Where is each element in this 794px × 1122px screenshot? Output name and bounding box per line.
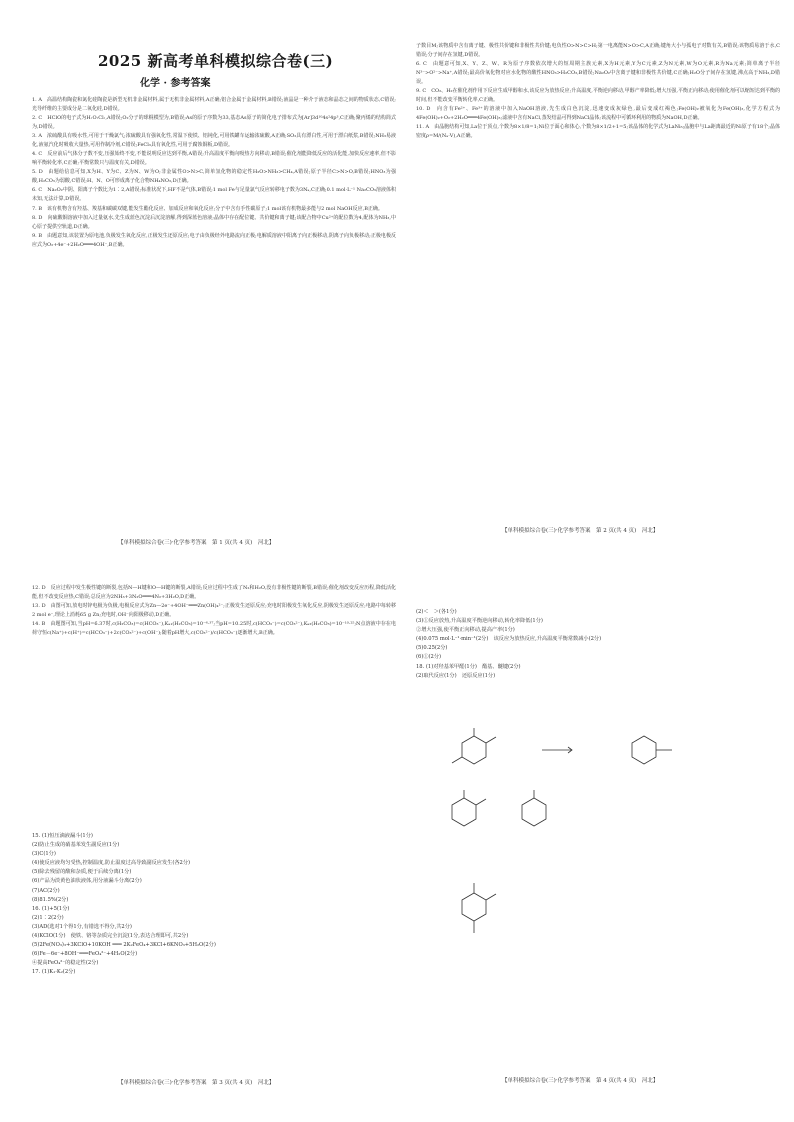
answer-line: (2)防止生成的硝基苯发生副反应(1分) [32,842,120,849]
answer-paragraph: 10. D 向含有Fe²⁺、Fe³⁺的溶液中加入NaOH溶液,先生成白色沉淀,迅速变成灰绿色,最后变成红褐色;Fe(OH)₂被氧化为Fe(OH)₃,化学方程式为4Fe(OH)₂+O₂+2H₂O═══4Fe(OH)₃;滤液中含有NaCl,蒸发结晶可得到NaCl晶体;该流程中可循环利用的物质为NaOH,D正确。 [416,106,780,121]
answer-line: (3)AD(选对1个得1分,有错选不得分,共2分) [32,923,132,930]
answer-paragraph: 4. C 反应前后气体分子数不变,压强始终不变,不能说明反应达到平衡,A错误;升高温度平衡向吸热方向移动,B错误;催化剂能降低反应的活化能,加快反应速率,但不影响平衡转化率,C正确;平衡常数只与温度有关,D错误。 [32,151,396,167]
page-3 [28,578,400,1092]
page-4 [412,578,782,1092]
answer-paragraph: 9. C CO₂、H₂在催化剂作用下反应生成甲醇和水,该反应为放热反应;升高温度,平衡逆向移动,甲醇产率降低;增大压强,平衡正向移动;使用催化剂可以缩短达到平衡的时间,但不能改变平衡转化率,C正确。 [416,87,780,103]
answer-block [416,42,780,141]
answer-line: 17. (1)K₁·K₂(2分) [32,969,76,976]
answer-list [32,832,392,978]
answer-paragraph: 7. B 该有机物含有羟基、羧基和碳碳双键,能发生酯化反应、加成反应和氧化反应;分子中含有手性碳原子;1 mol该有机物最多能与2 mol NaOH反应,B正确。 [32,205,383,212]
answer-paragraph: 5. D 由题给信息可知,X为H、Y为C、Z为N、W为O;非金属性O>N>C,简单氢化物的稳定性H₂O>NH₃>CH₄,A错误;原子半径C>N>O,B错误;HNO₃为强酸,H₂CO₃为弱酸,C错误;H、N、O可形成离子化合物NH₄NO₃,D正确。 [32,169,396,185]
answer-paragraph: 13. D 由图可知,放电时锌电极为负极,电极反应式为Zn—2e⁻+4OH⁻═══Zn(OH)₄²⁻;正极发生还原反应;充电时阳极发生氧化反应,阴极发生还原反应;电路中每转移2 mol e⁻,理论上消耗65 g Zn;充电时,OH⁻向阳极移动,D正确。 [32,603,396,618]
answer-line: (4)KClO(1分) 使铁、铬等杂质完全沉淀(1分,表达合理即可,共2分) [32,933,189,940]
page-footer: 【单科模拟综合卷(三)·化学参考答案 第 4 页(共 4 页) 河北】 [502,1078,659,1084]
answer-paragraph: 子数目M;该物质中含有离子键、极性共价键和非极性共价键;电负性O>N>C>H;第一电离能N>O>C,A正确;键角大小与孤电子对数有关,B错误;该物质易溶于水,C错误;分子间存在氢键,D错误。 [416,43,780,58]
reaction-equation-figure [432,728,762,788]
answer-line: (6)Fe－6e⁻+8OH⁻═══FeO₄²⁻+4H₂O(2分) [32,951,138,958]
answer-line: (3)①反应放热,升高温度平衡逆向移动,转化率降低(1分) [416,618,543,625]
answer-line: (2)＜ ＞(各1分) [416,609,457,615]
answer-list [416,608,776,681]
answer-line: (5)除去残留的酸和杂质,便于后续分离(1分) [32,869,132,876]
answer-paragraph: 12. D 反应过程中发生极性键的断裂,包括N—H键和O—H键的断裂,A错误;反应过程中生成了N₂和H₂O,没有非极性键的断裂,B错误;催化剂改变反应历程,降低活化能,但不改变反应热,C错误;总反应为2NH₃+3N₂O═══4N₂+3H₂O,D正确。 [32,585,396,600]
answer-line: 18. (1)对羟基苯甲醛(1分) 酯基、醚键(2分) [416,663,521,670]
answer-line: (2)取代反应(1分) 还原反应(1分) [416,672,496,679]
structure-figure [432,878,552,948]
page-footer: 【单科模拟综合卷(三)·化学参考答案 第 1 页(共 4 页) 河北】 [118,540,275,546]
page-2 [412,40,782,550]
answer-paragraph: 6. C 由题意可知,X、Y、Z、W、R为原子序数依次增大的短周期主族元素,X为H元素,Y为C元素,Z为N元素,W为O元素,R为Na元素;简单离子半径N³⁻>O²⁻>Na⁺,A错误;最高价氧化物对应水化物的酸性HNO₃>H₂CO₃,B错误;Na₂O₂中含离子键和非极性共价键,C正确;H₂O分子间存在氢键,沸点高于NH₃,D错误。 [416,61,780,85]
answer-line: (6)①(2分) [416,654,442,661]
answer-line: (5)2Fe(NO₃)₃+3KClO+10KOH ═══ 2K₂FeO₄+3KCl+6KNO₃+5H₂O(2分) [32,942,216,949]
answer-block [32,584,396,638]
answer-line: (4)0.075 mol·L⁻¹·min⁻¹(2分) 该反应为放热反应,升高温度平衡常数减小(2分) [416,636,602,643]
answer-paragraph: 3. A 浓硫酸具有吸水性,可用于干燥氯气;浓硫酸具有强氧化性,常温下使铁、铝钝化,可用铁罐车运输浓硫酸,A正确;SO₂具有漂白性,可用于漂白纸浆,B错误;NH₃易液化,液氨汽化时吸收大量热,可用作制冷剂,C错误;FeCl₃具有氧化性,可用于腐蚀铜板,D错误。 [32,133,396,148]
answer-paragraph: 8. D 向硫酸铜溶液中加入过量氨水,先生成蓝色沉淀后沉淀溶解,得到深蓝色溶液;晶体中存在配位键、共价键和离子键;该配合物中Cu²⁺的配位数为4,配体为NH₃,中心原子提供空轨道,D正确。 [32,214,396,230]
page-footer: 【单科模拟综合卷(三)·化学参考答案 第 2 页(共 4 页) 河北】 [502,528,659,534]
answer-line: (8)81.5%(2分) [32,896,69,903]
answer-paragraph: 6. C Na₂O₂中阴、阳离子个数比为1∶2,A错误;标准状况下,HF不是气体,B错误;1 mol Fe与足量氯气反应转移电子数为3Nₐ,C正确;0.1 mol·L⁻¹ Na₂CO₃溶液体积未知,无法计算,D错误。 [32,187,396,203]
answer-paragraph: 1. A 高温结构陶瓷和氮化硅陶瓷是新型无机非金属材料,属于无机非金属材料,A正确;铝合金属于金属材料,B错误;液晶是一种介于液态和晶态之间的物质状态,C错误;光导纤维的主要成分是二氧化硅,D错误。 [32,97,396,112]
answer-line: ②增大压强,使平衡正向移动,提高产率(1分) [416,627,515,634]
answer-line: (2)1∶2(2分) [32,914,64,921]
answer-block [32,96,396,250]
page-subtitle: 化学 · 参考答案 [140,78,211,89]
answer-paragraph: 2. C HClO的电子式为H:O:Cl:,A错误;O₂分子的球棍模型为,B错误;As的原子序数为33,基态As原子的简化电子排布式为[Ar]3d¹⁰4s²4p³,C正确;聚丙烯的结构简式为,D错误。 [32,115,396,130]
answer-line: (7)AC(2分) [32,887,60,894]
answer-line: (4)使反应液均匀受热,控制温度,防止温度过高导致副反应发生(各2分) [32,860,191,867]
structure-figure [432,790,592,840]
answer-line: (3)C(1分) [32,851,56,858]
page-title: 2025 新高考单科模拟综合卷(三) [98,52,334,70]
answer-line: (6)产品为淡黄色油状液体,用分液漏斗分离(2分) [32,878,142,885]
answer-line: ④提高FeO₄²⁻的稳定性(2分) [32,960,99,967]
answer-paragraph: 9. B 由题意知,该装置为原电池,负极发生氧化反应,正极发生还原反应;电子由负极经外电路流向正极;电解质溶液中阳离子向正极移动,阴离子向负极移动;正极电极反应式为O₂+4e⁻+2H₂O═══4OH⁻,B正确。 [32,232,396,248]
page-footer: 【单科模拟综合卷(三)·化学参考答案 第 3 页(共 4 页) 河北】 [118,1080,275,1086]
answer-line: (5)0.25(2分) [416,645,448,652]
page-1 [28,40,400,550]
answer-line: 15. (1)恒压滴液漏斗(1分) [32,833,93,839]
answer-paragraph: 11. A 由晶胞结构可知,La位于顶点,个数为8×1/8=1;Ni位于面心和体心,个数为8×1/2+1=5;该晶体的化学式为LaNi₅;晶胞中与La距离最近的Ni原子有18个;晶体密度ρ=M/(Nₐ·V),A正确。 [416,124,780,139]
answer-paragraph: 14. B 由题图可知,当pH=6.37时,c(H₂CO₃)=c(HCO₃⁻),Kₐ₁(H₂CO₃)=10⁻⁶·³⁷;当pH=10.25时,c(HCO₃⁻)=c(CO₃²⁻),Kₐ₂(H₂CO₃)=10⁻¹⁰·²⁵;N点溶液中存在电荷守恒c(Na⁺)+c(H⁺)=c(HCO₃⁻)+2c(CO₃²⁻)+c(OH⁻);随着pH增大,c(CO₃²⁻)/c(HCO₃⁻)逐渐增大,B正确。 [32,621,396,636]
answer-line: 16. (1)+5(1分) [32,905,70,912]
